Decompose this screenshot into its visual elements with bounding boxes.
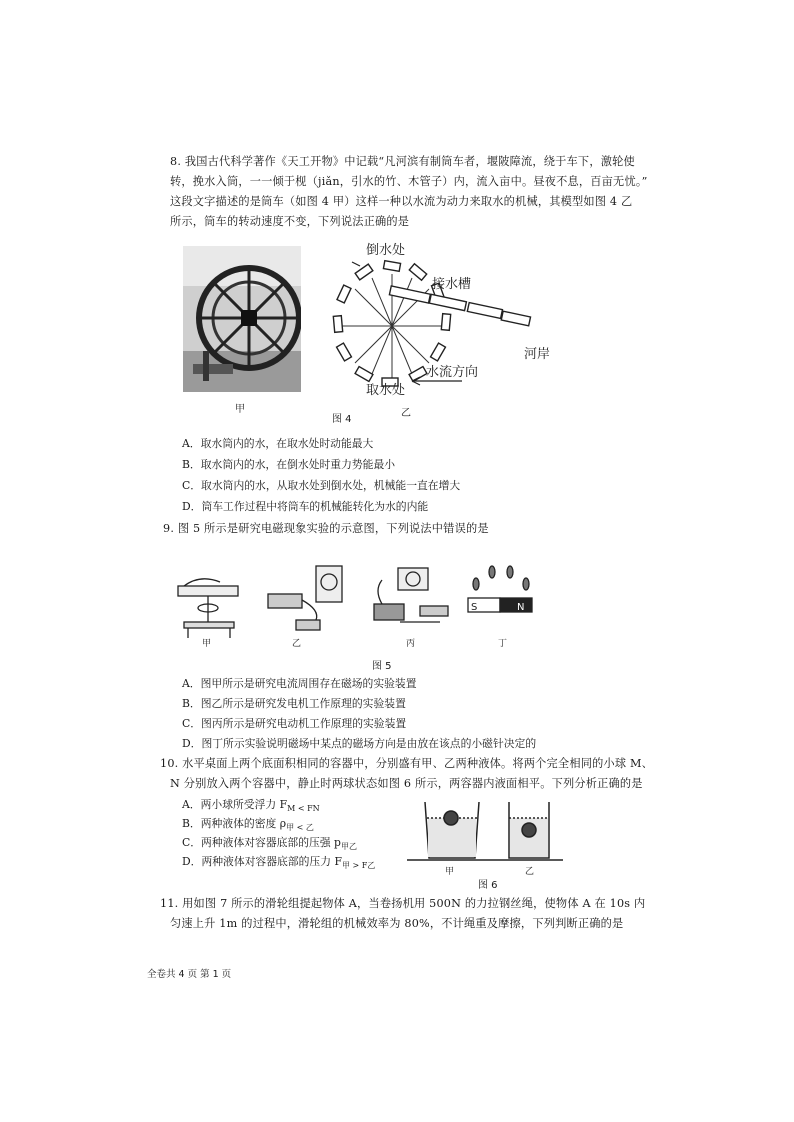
- fig5-sub-a: 甲: [202, 639, 212, 649]
- label-take: 取水处: [366, 383, 406, 398]
- magnet-s: S: [471, 602, 478, 613]
- q11-line-2: 匀速上升 1m 的过程中，滑轮组的机械效率为 80%，不计绳重及摩擦，下列判断正确的是: [170, 917, 624, 930]
- label-pour: 倒水处: [366, 243, 406, 258]
- fig6-container-jia: [425, 802, 479, 858]
- q9-option-a: A．图甲所示是研究电流周围存在磁场的实验装置: [182, 677, 417, 690]
- figure-4-sub-a: 甲: [235, 404, 245, 415]
- q10-option-a-text: A．两小球所受浮力 F: [182, 798, 288, 811]
- figure-4-sub-b: 乙: [401, 408, 411, 419]
- label-bank: 河岸: [524, 347, 551, 362]
- q10-option-a-tail: M < F: [287, 804, 313, 814]
- q8-option-c: C．取水筒内的水，从取水处到倒水处，机械能一直在增大: [182, 479, 461, 492]
- q10-option-c-sub: 乙: [348, 842, 357, 852]
- q9-option-b: B．图乙所示是研究发电机工作原理的实验装置: [182, 697, 406, 710]
- magnet-n: N: [517, 602, 525, 613]
- q10-option-b-sub: 乙: [305, 823, 314, 833]
- q10-option-d-text: D．两种液体对容器底部的压力 F: [182, 855, 342, 868]
- fig5-sub-b: 乙: [292, 639, 302, 649]
- fig5-bing: [374, 568, 448, 622]
- q10-option-b-tail: 甲 <: [286, 823, 306, 833]
- q10-option-d-tail: 甲 > F: [341, 861, 368, 871]
- q10-line-2: N 分别放入两个容器中，静止时两球状态如图 6 所示，两容器内液面相平。下列分析正确的是: [170, 777, 643, 790]
- fig6-sub-b: 乙: [525, 867, 535, 876]
- figure-6: [405, 796, 565, 876]
- q8-line-4: 所示，筒车的转动速度不变，下列说法正确的是: [170, 215, 410, 228]
- q11-line-1: 11. 用如图 7 所示的滑轮组提起物体 A，当卷扬机用 500N 的力拉钢丝绳，使物体 A 在 10s 内: [160, 897, 646, 910]
- figure-4-photo: [183, 246, 301, 392]
- q10-option-c-text: C．两种液体对容器底部的压强 p: [182, 836, 341, 849]
- q9-option-c: C．图丙所示是研究电动机工作原理的实验装置: [182, 717, 407, 730]
- fig6-container-yi: [509, 802, 549, 858]
- q8-option-b: B．取水筒内的水，在倒水处时重力势能最小: [182, 458, 396, 471]
- fig5-sub-d: 丁: [498, 639, 508, 649]
- q10-option-a-sub: N: [312, 804, 320, 814]
- q10-option-d-sub: 乙: [367, 861, 376, 871]
- figure-4-caption: 图 4: [332, 414, 352, 425]
- q9-stem: 9. 图 5 所示是研究电磁现象实验的示意图，下列说法中错误的是: [163, 522, 489, 535]
- q8-line-3: 这段文字描述的是筒车（如图 4 甲）这样一种以水流为动力来取水的机械，其模型如图 4 乙: [170, 195, 633, 208]
- q9-option-d: D．图丁所示实验说明磁场中某点的磁场方向是由放在该点的小磁针决定的: [182, 737, 537, 750]
- label-trough: 接水槽: [432, 277, 472, 292]
- figure-5-caption: 图 5: [372, 661, 392, 672]
- figure-6-caption: 图 6: [478, 880, 498, 891]
- q8-line-1: 8. 我国古代科学著作《天工开物》中记载“凡河滨有制筒车者，堰陂障流，绕于车下，激轮使: [170, 155, 635, 168]
- label-flow: 水流方向: [426, 365, 479, 380]
- fig6-sub-a: 甲: [445, 867, 455, 876]
- figure-5: [170, 560, 540, 650]
- fig5-jia: [178, 579, 238, 638]
- q10-line-1: 10. 水平桌面上两个底面积相同的容器中，分别盛有甲、乙两种液体。将两个完全相同的小球 M、: [160, 757, 654, 770]
- q8-option-d: D．筒车工作过程中将筒车的机械能转化为水的内能: [182, 500, 429, 513]
- q10-option-b-text: B．两种液体的密度 ρ: [182, 817, 287, 830]
- page-footer: 全卷共 4 页 第 1 页: [147, 969, 232, 980]
- q8-line-2: 转，挽水入筒，一一倾于枧（jiǎn，引水的竹、木管子）内，流入亩中。昼夜不息，百亩无忧。”: [170, 175, 648, 188]
- q10-option-d: [182, 852, 375, 876]
- fig5-sub-c: 丙: [406, 639, 416, 649]
- q10-option-c-tail: 甲: [340, 842, 349, 852]
- fig5-yi: [268, 566, 342, 630]
- q8-option-a: A．取水筒内的水，在取水处时动能最大: [182, 437, 374, 450]
- figure-4-diagram: [330, 236, 570, 406]
